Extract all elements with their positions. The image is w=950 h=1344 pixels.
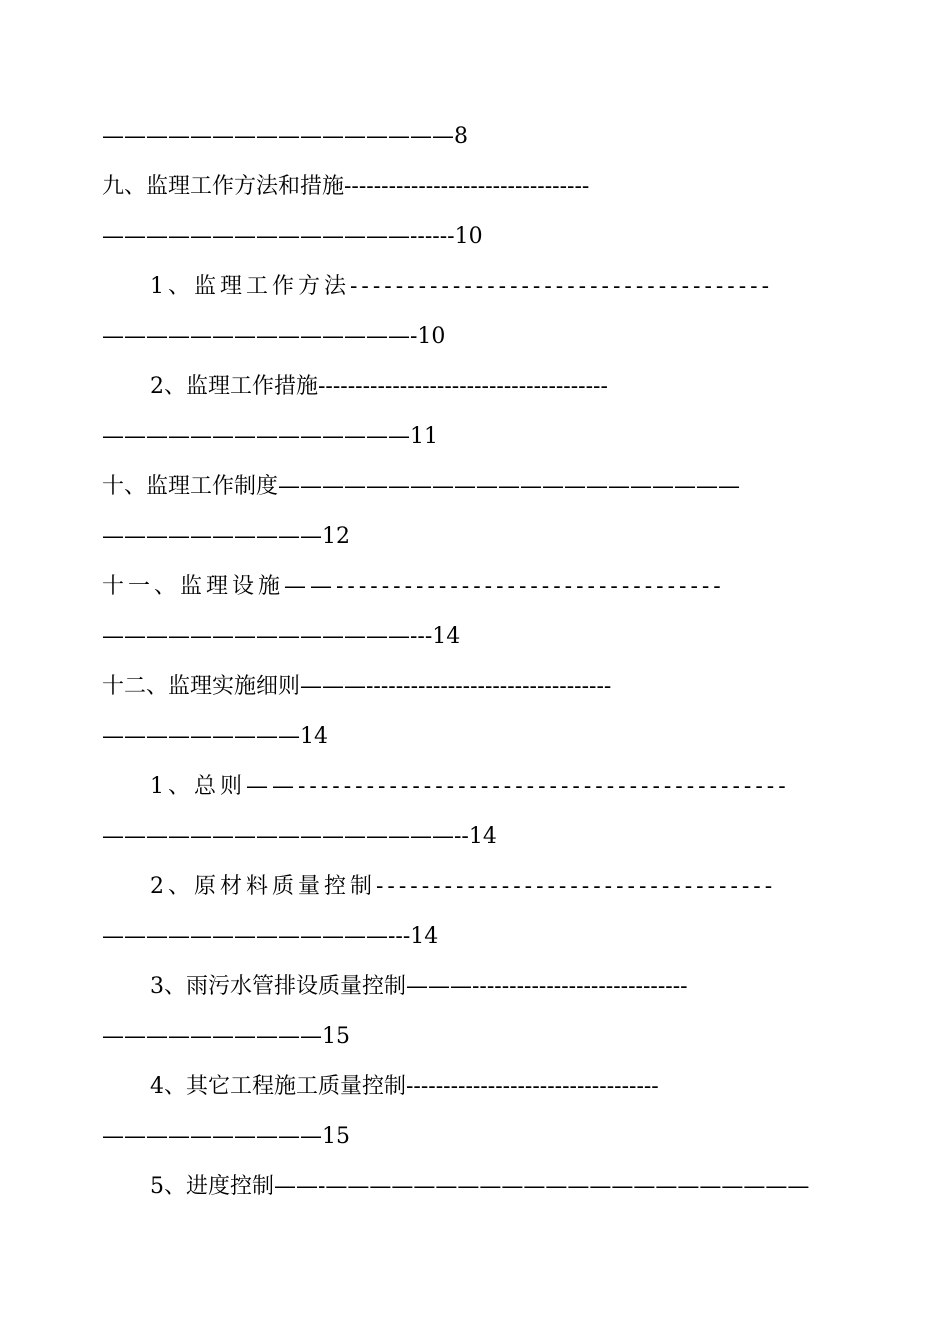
toc-entry-12-5: 5、进度控制——-—————————————————————— [150,1174,810,1199]
toc-entry-12-2: 2、原材料质量控制----------------------------------- [150,874,777,899]
toc-line: ————————————————8 [102,124,468,149]
toc-line: ——————————————-10 [102,324,446,349]
toc-line: —————————————---14 [102,924,439,949]
toc-entry-section-9: 九、监理工作方法和措施--------------------------------- [102,174,590,199]
toc-line: ——————————15 [102,1124,350,1149]
toc-entry-9-2: 2、监理工作措施--------------------------------------- [150,374,608,399]
toc-entry-section-12: 十二、监理实施细则———--------------------------------- [102,674,612,699]
toc-entry-section-11: 十一、监理设施——---------------------------------- [102,574,725,599]
toc-line: —————————14 [102,724,328,749]
toc-line: ——————————————11 [102,424,438,449]
toc-entry-12-3: 3、雨污水管排设质量控制———----------------------------- [150,974,688,999]
toc-entry-9-1: 1、监理工作方法------------------------------------- [150,274,774,299]
toc-entry-12-1: 1、总则——------------------------------------------- [150,774,790,799]
toc-line: ——————————15 [102,1024,350,1049]
toc-entry-12-4: 4、其它工程施工质量控制---------------------------------- [150,1074,659,1099]
toc-entry-section-10: 十、监理工作制度————————————————————— [102,474,741,499]
toc-line: ——————————————---14 [102,624,461,649]
toc-line: ——————————————------10 [102,224,483,249]
toc-line: ——————————12 [102,524,350,549]
toc-line: ————————————————--14 [102,824,497,849]
